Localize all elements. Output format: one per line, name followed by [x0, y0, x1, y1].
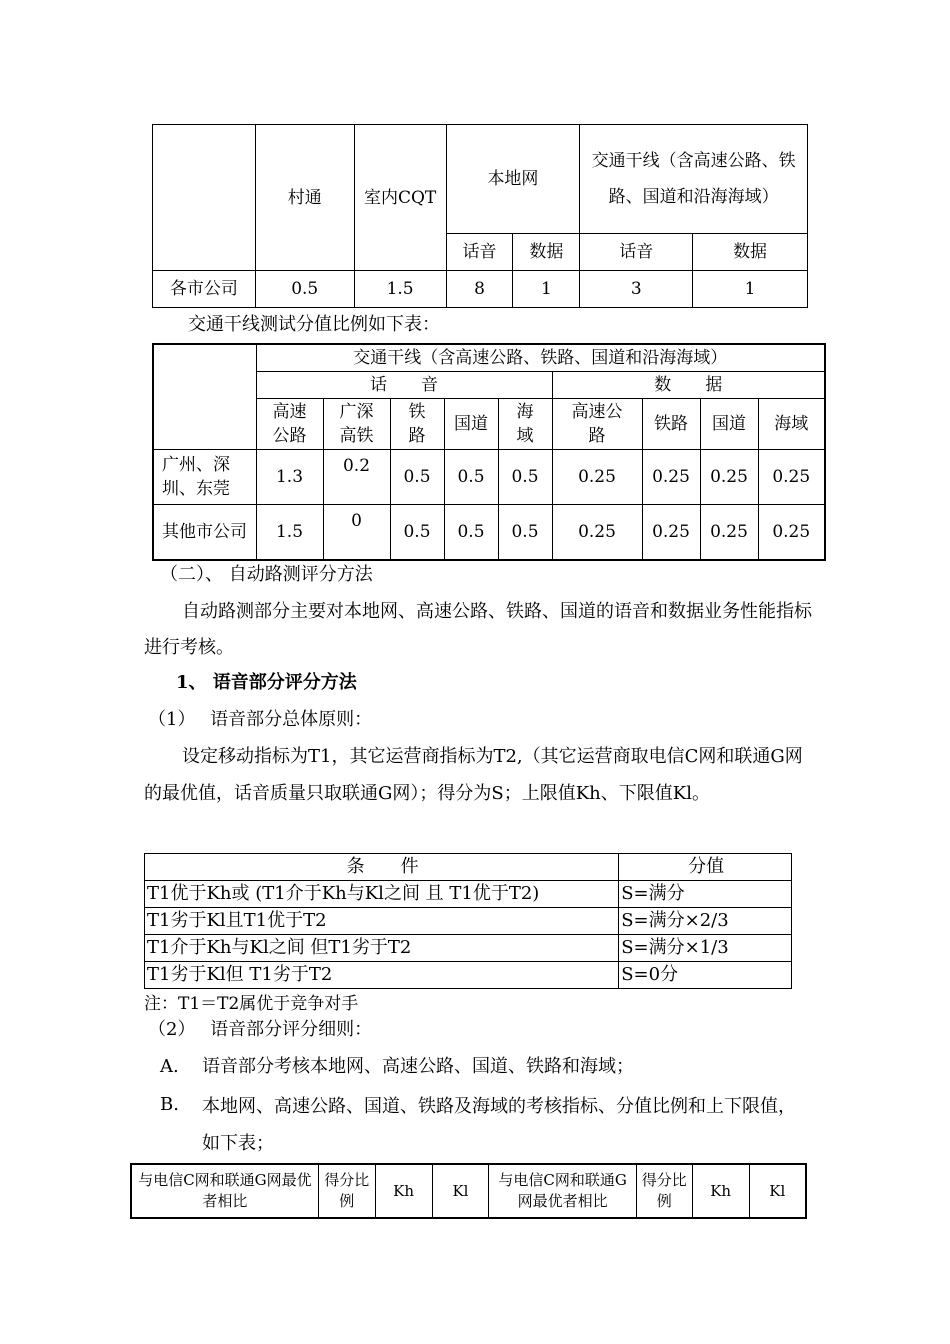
col-voice-railway: 铁路 — [390, 399, 444, 450]
header-traffic-data: 数据 — [693, 234, 808, 271]
voice-indicator-table — [130, 1163, 807, 1219]
traffic-title: 交通干线（含高速公路、铁路、国道和沿海海域） — [256, 344, 825, 372]
header-local-data: 数据 — [513, 234, 580, 271]
header-indoor-cqt: 室内CQT — [354, 125, 446, 271]
score-cell: S=满分×2/3 — [619, 908, 792, 935]
cell: 0.5 — [390, 450, 444, 505]
subsection-heading-1: （1） 语音部分总体原则： — [148, 709, 373, 730]
cell-local-data: 1 — [513, 271, 580, 308]
col-voice-national-road: 国道 — [444, 399, 498, 450]
header-compare: 与电信C网和联通G网最优者相比 — [489, 1164, 637, 1218]
score-cell: S=满分 — [619, 881, 792, 908]
header-score-ratio: 得分比例 — [318, 1164, 375, 1218]
score-cell: S=0分 — [619, 962, 792, 989]
cell-traffic-voice: 3 — [580, 271, 693, 308]
header-traffic-voice: 话音 — [580, 234, 693, 271]
cell: 0.5 — [444, 505, 498, 561]
header-local-network: 本地网 — [446, 125, 580, 234]
condition-cell: T1劣于Kl但 T1劣于T2 — [145, 962, 619, 989]
header-score-ratio: 得分比例 — [636, 1164, 692, 1218]
row-label-other-cities: 其他市公司 — [153, 505, 256, 561]
voice-method-heading: 1、 语音部分评分方法 — [176, 672, 357, 693]
header-compare: 与电信C网和联通G网最优者相比 — [131, 1164, 318, 1218]
list-marker-b: B. — [160, 1094, 179, 1115]
cell: 1.3 — [256, 450, 323, 505]
header-village: 村通 — [255, 125, 354, 271]
col-voice-gs-rail: 广深高铁 — [323, 399, 390, 450]
col-data-sea: 海域 — [758, 399, 825, 450]
col-voice-highway: 高速公路 — [256, 399, 323, 450]
col-data-national-road: 国道 — [700, 399, 758, 450]
cell: 1.5 — [256, 505, 323, 561]
cell: 0.5 — [498, 505, 552, 561]
table2-caption: 交通干线测试分值比例如下表： — [188, 314, 440, 335]
col-data-highway: 高速公路 — [552, 399, 642, 450]
header-kl: Kl — [432, 1164, 489, 1218]
traffic-trunk-score-table — [152, 343, 826, 561]
row-label-gz-sz-dg: 广州、深圳、东莞 — [153, 450, 256, 505]
header-kh: Kh — [375, 1164, 432, 1218]
note-text: 注：T1＝T2属优于竞争对手 — [144, 994, 359, 1014]
cell: 0.5 — [390, 505, 444, 561]
list-marker-a: A. — [160, 1056, 179, 1077]
voice-group-header: 话 音 — [256, 372, 552, 399]
subsection-heading-2: （2） 语音部分评分细则： — [148, 1019, 373, 1040]
cell: 0.2 — [323, 450, 390, 505]
cell-village: 0.5 — [255, 271, 354, 308]
section-heading: （二）、 自动路测评分方法 — [160, 564, 373, 585]
list-item-a: 语音部分考核本地网、高速公路、国道、铁路和海域； — [202, 1056, 634, 1077]
condition-cell: T1介于Kh与Kl之间 但T1劣于T2 — [145, 935, 619, 962]
condition-cell: T1优于Kh或 (T1介于Kh与Kl之间 且 T1优于T2) — [145, 881, 619, 908]
cell: 0.25 — [552, 450, 642, 505]
list-item-b: 本地网、高速公路、国道、铁路及海域的考核指标、分值比例和上下限值，如下表； — [202, 1096, 796, 1154]
data-group-header: 数 据 — [552, 372, 825, 399]
cell: 0.25 — [700, 450, 758, 505]
cell: 0.5 — [444, 450, 498, 505]
cell: 0.25 — [758, 450, 825, 505]
header-condition: 条 件 — [145, 854, 619, 881]
header-kh: Kh — [692, 1164, 749, 1218]
cell: 0.25 — [700, 505, 758, 561]
cell: 0.5 — [498, 450, 552, 505]
score-cell: S=满分×1/3 — [619, 935, 792, 962]
header-traffic-trunk: 交通干线（含高速公路、铁路、国道和沿海海域） — [580, 125, 808, 234]
scoring-condition-table — [144, 853, 792, 989]
cell: 0.25 — [758, 505, 825, 561]
cell-indoor: 1.5 — [354, 271, 446, 308]
score-table-overview — [152, 124, 808, 308]
condition-cell: T1劣于Kl且T1优于T2 — [145, 908, 619, 935]
cell: 0.25 — [642, 450, 700, 505]
col-data-railway: 铁路 — [642, 399, 700, 450]
row-label: 各市公司 — [153, 271, 256, 308]
header-score: 分值 — [619, 854, 792, 881]
section-paragraph: 自动路测部分主要对本地网、高速公路、铁路、国道的语音和数据业务性能指标进行考核。 — [144, 601, 812, 658]
cell: 0.25 — [552, 505, 642, 561]
empty-corner-cell — [153, 344, 256, 450]
principle-paragraph: 设定移动指标为T1，其它运营商指标为T2,（其它运营商取电信C网和联通G网的最优值，话音质量只取联通G网）；得分为S；上限值Kh、下限值Kl。 — [144, 746, 803, 804]
header-local-voice: 话音 — [446, 234, 513, 271]
cell-traffic-data: 1 — [693, 271, 808, 308]
header-kl: Kl — [749, 1164, 806, 1218]
cell-local-voice: 8 — [446, 271, 513, 308]
cell: 0.25 — [642, 505, 700, 561]
cell: 0 — [323, 505, 390, 561]
col-voice-sea: 海域 — [498, 399, 552, 450]
empty-corner-cell — [153, 125, 256, 271]
